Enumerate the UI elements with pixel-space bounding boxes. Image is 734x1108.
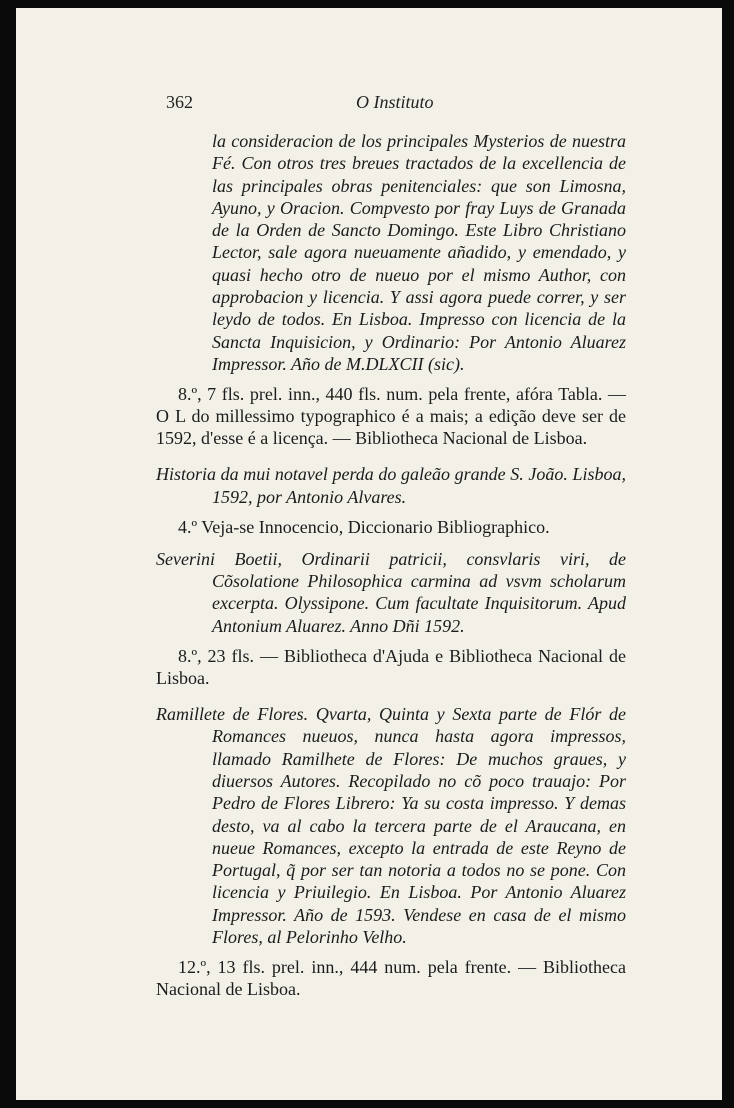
page-body — [156, 130, 626, 1014]
entry-citation: Ramillete de Flores. Qvarta, Quinta y Sexta parte de Flór de Romances nueuos, nunca hasta agora impressos, llamado Ramilhete de Flores: De muchos graues, y diuersos Autores. Recopilado no cõ poco trauajo: Por Pedro de Flores Librero: Ya su costa impresso. Y demas desto, va al cabo la tercera parte de el Araucana, en nueue Romances, excepto la entrada de este Reyno de Portugal, q̃ por ser tan notoria a todos no se pone. Con licencia y Priuilegio. En Lisboa. Por Antonio Aluarez Impressor. Año de 1593. Vendese en casa de el mismo Flores, al Pelorinho Velho. — [156, 704, 626, 948]
entry-note: 12.º, 13 fls. prel. inn., 444 num. pela frente. — Bibliotheca Nacional de Lisboa. — [156, 957, 626, 1000]
entry-citation: Severini Boetii, Ordinarii patricii, consvlaris viri, de Cõsolatione Philosophica carmina ad vsvm scholarum excerpta. Olyssipone. Cum facultate Inquisitorum. Apud Antonium Aluarez. Anno Dñi 1592. — [156, 548, 626, 636]
entry-citation: Historia da mui notavel perda do galeão grande S. João. Lisboa, 1592, por Antonio Alvares. — [156, 464, 626, 507]
entry-citation: la consideracion de los principales Mysterios de nuestra Fé. Con otros tres breues tractados de la excellencia de las principales obras penitenciales: que son Limosna, Ayuno, y Oracion. Compvesto por fray Luys de Granada de la Orden de Sancto Domingo. Este Libro Christiano Lector, sale agora nueuamente añadido, y emendado, y quasi hecho otro de nueuo por el mismo Author, con approbacion y licencia. Y assi agora puede correr, y ser leydo de todos. En Lisboa. Impresso con licencia de la Sancta Inquisicion, y Ordinario: Por Antonio Aluarez Impressor. Año de M.DLXCII (sic). — [212, 131, 626, 374]
page-number: 362 — [166, 92, 193, 112]
entry-note: 8.º, 7 fls. prel. inn., 440 fls. num. pela frente, afóra Tabla. — O L do millessimo typographico é a mais; a edição deve ser de 1592, d'esse é a licença. — Bibliotheca Nacional de Lisboa. — [156, 384, 626, 449]
page-header — [16, 92, 722, 116]
entry-note: 4.º Veja-se Innocencio, Diccionario Bibliographico. — [178, 516, 550, 537]
scanned-page — [16, 8, 722, 1100]
entry-note: 8.º, 23 fls. — Bibliotheca d'Ajuda e Bibliotheca Nacional de Lisboa. — [156, 646, 626, 689]
running-title: O Instituto — [356, 92, 434, 112]
